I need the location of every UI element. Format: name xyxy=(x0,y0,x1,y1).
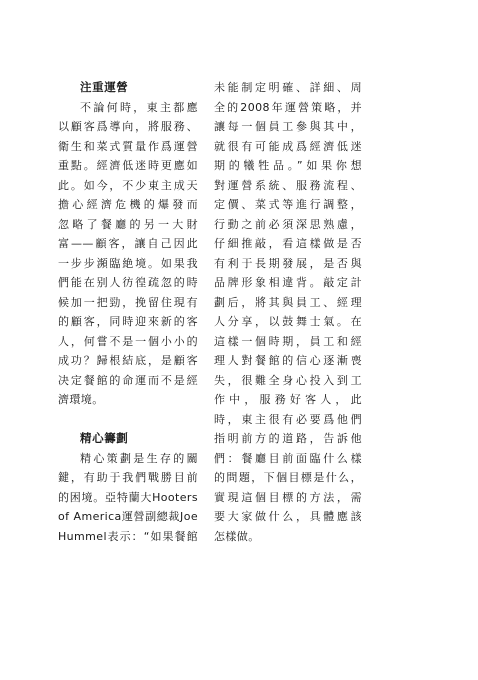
right-column xyxy=(214,78,362,546)
text-line: 失，很難全身心投入到工 xyxy=(214,373,362,387)
text-line: 候加一把勁，挽留住現有 xyxy=(58,295,198,309)
text-line: 有利于長期發展，是否與 xyxy=(214,256,362,270)
text-line: 的困境。亞特蘭大Hooters xyxy=(58,490,198,504)
text-line: 未能制定明確、詳細、周 xyxy=(214,81,362,94)
text-line: 以顧客爲導向，將服務、 xyxy=(58,120,198,133)
text-line: 濟環境。 xyxy=(58,393,104,406)
text-line: 品牌形象相違背。敲定計 xyxy=(214,276,362,289)
text-line: 此。如今，不少東主成天 xyxy=(58,178,198,192)
text-line: 擔心經濟危機的爆發而 xyxy=(58,198,198,211)
text-line: 期的犧牲品。”如果你想 xyxy=(214,159,362,172)
text-line: 富——顧客，讓自己因此 xyxy=(58,237,198,250)
text-line: 要大家做什么，具體應該 xyxy=(214,510,362,523)
text-line: 一步步瀕臨絶境。如果我 xyxy=(58,256,198,270)
text-line: 全的2008年運營策略，并 xyxy=(214,100,362,114)
text-line: 劃后，將其與員工、經理 xyxy=(214,295,362,309)
text-line: 時，東主很有必要爲他們 xyxy=(214,412,362,426)
text-line: 讓每一個員工參與其中， xyxy=(214,120,362,133)
left-column xyxy=(58,78,198,546)
text-line: 成功？歸根結底，是顧客 xyxy=(58,354,198,367)
text-line: 精心策劃是生存的關 xyxy=(80,451,198,465)
text-line: 理人對餐館的信心逐漸喪 xyxy=(214,354,362,367)
text-line: 人分享，以鼓舞士氣。在 xyxy=(214,315,362,328)
text-line: 重點。經濟低迷時更應如 xyxy=(58,159,198,172)
text-line: Hummel表示：“如果餐館 xyxy=(58,529,198,543)
text-line: 人，何嘗不是一個小小的 xyxy=(58,334,198,348)
paragraph-planning xyxy=(58,449,198,547)
text-line: 的顧客，同時迎來新的客 xyxy=(58,315,198,328)
text-line: 忽略了餐廳的另一大財 xyxy=(58,217,198,231)
paragraph-operations xyxy=(58,98,198,410)
text-line: 實現這個目標的方法，需 xyxy=(214,490,362,504)
text-line: 指明前方的道路，告訴他 xyxy=(214,432,362,445)
text-line: 仔細推敲，看這樣做是否 xyxy=(214,237,362,250)
text-line: 鍵，有助于我們戰勝目前 xyxy=(58,471,198,484)
text-line: 們：餐廳目前面臨什么樣 xyxy=(214,451,362,465)
paragraph-planning-continued xyxy=(214,78,362,546)
text-line: 這樣一個時期，員工和經 xyxy=(214,334,362,348)
text-line: of America運營副總裁Joe xyxy=(58,510,198,523)
text-line: 定價、菜式等進行調整， xyxy=(214,198,362,211)
text-line: 的問題，下個目標是什么， xyxy=(214,471,362,484)
text-line: 衛生和菜式質量作爲運營 xyxy=(58,139,198,153)
section-heading-planning: 精心籌劃 xyxy=(80,431,129,445)
text-line: 行動之前必須深思熟慮， xyxy=(214,217,362,231)
section-heading-operations: 注重運營 xyxy=(80,80,129,94)
text-line: 不論何時，東主都應 xyxy=(80,100,198,114)
text-line: 怎樣做。 xyxy=(214,529,260,543)
text-line: 决定餐館的命運而不是經 xyxy=(58,373,198,387)
text-line: 作中，服務好客人，此 xyxy=(214,393,362,406)
paragraph-gap xyxy=(58,410,198,430)
text-line: 就很有可能成爲經濟低迷 xyxy=(214,139,362,153)
text-line: 們能在别人彷徨疏忽的時 xyxy=(58,276,198,289)
text-line: 對運營系統、服務流程、 xyxy=(214,178,362,192)
